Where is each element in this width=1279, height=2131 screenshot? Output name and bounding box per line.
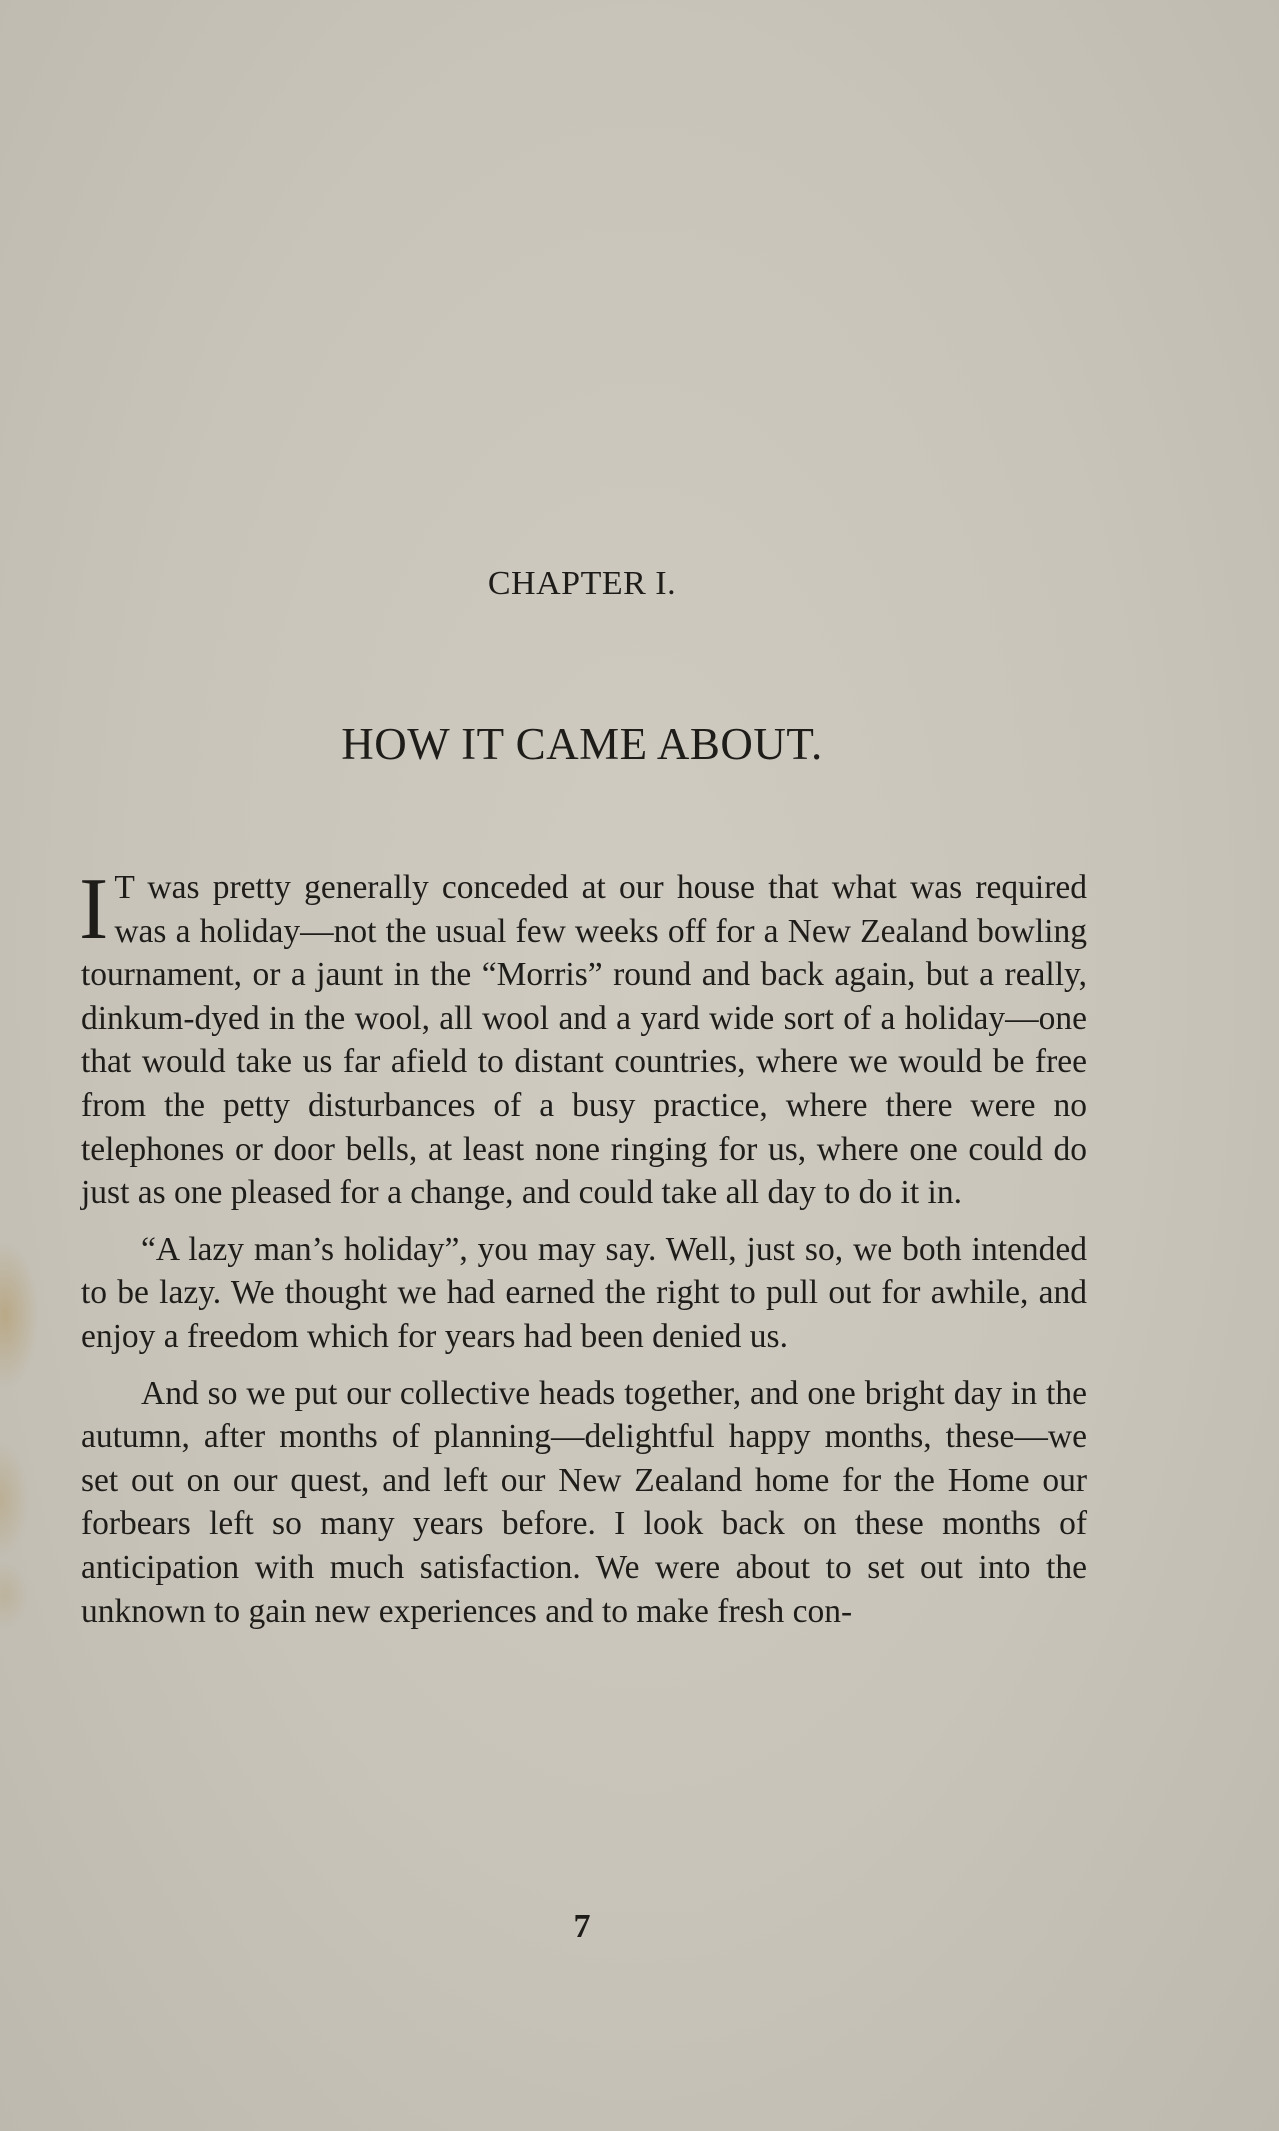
paragraph-1	[79, 861, 1087, 1215]
paper-stain	[0, 1240, 40, 1390]
drop-cap: I	[79, 861, 109, 958]
paragraph-2: “A lazy man’s holiday”, you may say. Well, just so, we both intended to be lazy. We thought we had earned the right to pull out for awhile, and enjoy a freedom which for years had been denied us.	[81, 1230, 1087, 1355]
chapter-label: CHAPTER I.	[487, 565, 677, 602]
paragraph-1-text: T was pretty generally conceded at our house that what was required was a holiday—not the usual few weeks off for a New Zealand bowling tournament, or a jaunt in the “Morris” round and back again, but a really, dinkum-dyed in the wool, all wool and a yard wide sort of a holiday—one that would take us far afield to distant countries, where we would be free from the petty disturbances of a busy practice, where there were no telephones or door bells, at least none ringing for us, where one could do just as one pleased for a change, and could take all day to do it in.	[81, 869, 1087, 1212]
chapter-title: HOW IT CAME ABOUT.	[341, 719, 823, 769]
paragraph-3: And so we put our collective heads together, and one bright day in the autumn, after months of planning—delightful happy months, these—we set out on our quest, and left our New Zealand home for the Home our forbears left so many years before. I look back on these months of anticipation with much satisfaction. We were about to set out into the unknown to gain new experiences and to make fresh con-	[81, 1374, 1087, 1630]
paper-stain	[0, 1560, 30, 1630]
chapter-body	[79, 861, 1087, 1633]
page-number: 7	[573, 1908, 591, 1945]
paper-stain	[0, 1440, 30, 1560]
